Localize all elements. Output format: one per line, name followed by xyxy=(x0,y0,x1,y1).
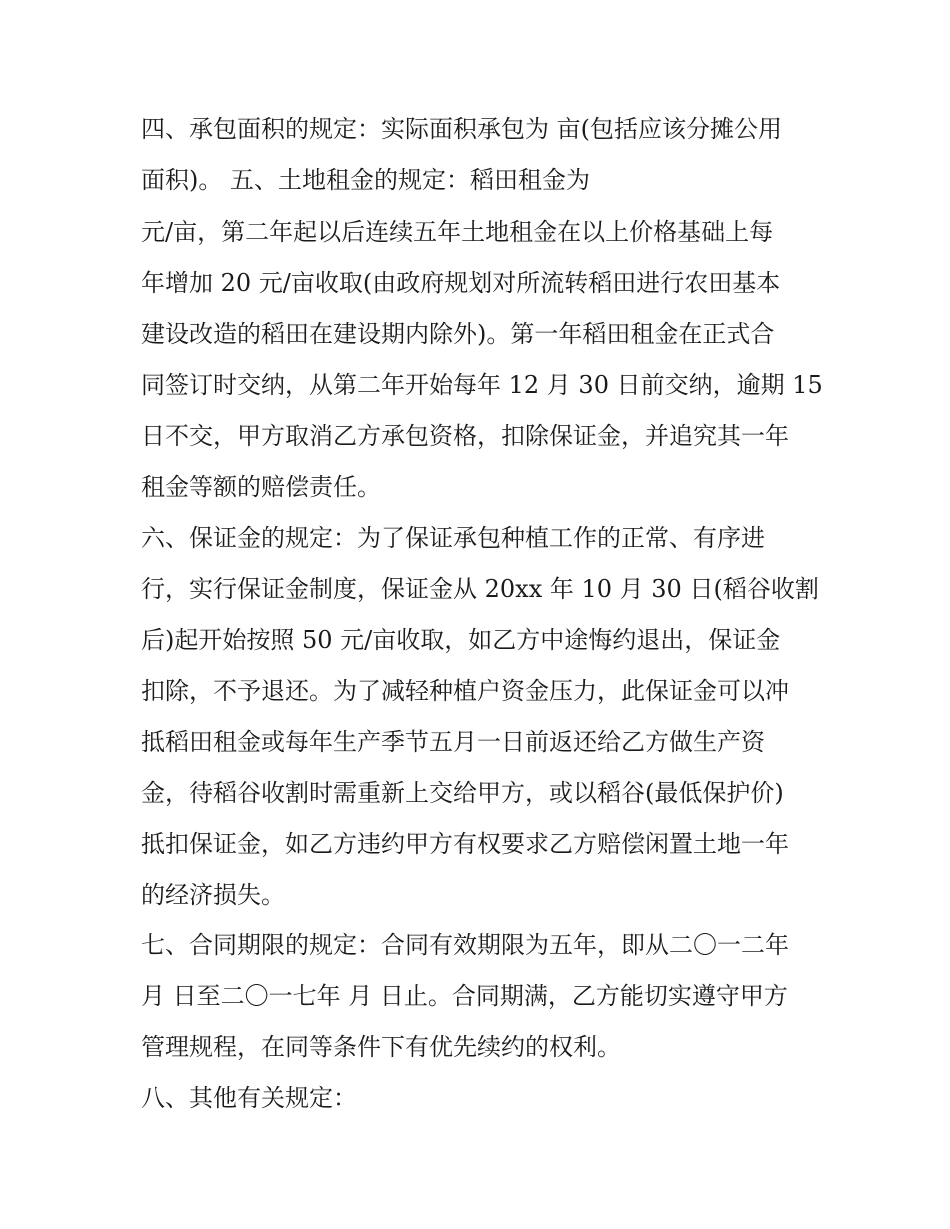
text-line-7: 日不交，甲方取消乙方承包资格，扣除保证金，并追究其一年 xyxy=(141,422,789,450)
text-line-17: 七、合同期限的规定：合同有效期限为五年，即从二〇一二年 xyxy=(141,931,789,959)
text-line-13: 抵稻田租金或每年生产季节五月一日前返还给乙方做生产资 xyxy=(141,728,765,756)
text-line-5: 建设改造的稻田在建设期内除外)。第一年稻田租金在正式合 xyxy=(141,320,775,348)
text-line-3: 元/亩，第二年起以后连续五年土地租金在以上价格基础上每 xyxy=(141,218,774,246)
text-line-19: 管理规程，在同等条件下有优先续约的权利。 xyxy=(141,1033,621,1061)
text-line-1: 四、承包面积的规定：实际面积承包为 亩(包括应该分摊公用 xyxy=(141,115,782,143)
text-line-4: 年增加 20 元/亩收取(由政府规划对所流转稻田进行农田基本 xyxy=(141,269,781,297)
text-line-15: 抵扣保证金，如乙方违约甲方有权要求乙方赔偿闲置土地一年 xyxy=(141,830,789,858)
text-line-10: 行，实行保证金制度，保证金从 20xx 年 10 月 30 日(稻谷收割 xyxy=(141,575,819,603)
text-line-16: 的经济损失。 xyxy=(141,881,285,909)
text-line-20: 八、其他有关规定： xyxy=(141,1084,357,1112)
text-line-11: 后)起开始按照 50 元/亩收取，如乙方中途悔约退出，保证金 xyxy=(141,626,781,654)
text-line-9: 六、保证金的规定：为了保证承包种植工作的正常、有序进 xyxy=(141,524,765,552)
text-line-6: 同签订时交纳，从第二年开始每年 12 月 30 日前交纳，逾期 15 xyxy=(141,371,823,399)
text-line-2: 面积)。 五、土地租金的规定：稻田租金为 xyxy=(141,166,590,194)
text-line-18: 月 日至二〇一七年 月 日止。合同期满，乙方能切实遵守甲方 xyxy=(141,982,788,1010)
text-line-14: 金，待稻谷收割时需重新上交给甲方，或以稻谷(最低保护价) xyxy=(141,779,784,807)
text-line-12: 扣除，不予退还。为了减轻种植户资金压力，此保证金可以冲 xyxy=(141,677,789,705)
text-line-8: 租金等额的赔偿责任。 xyxy=(141,473,381,501)
